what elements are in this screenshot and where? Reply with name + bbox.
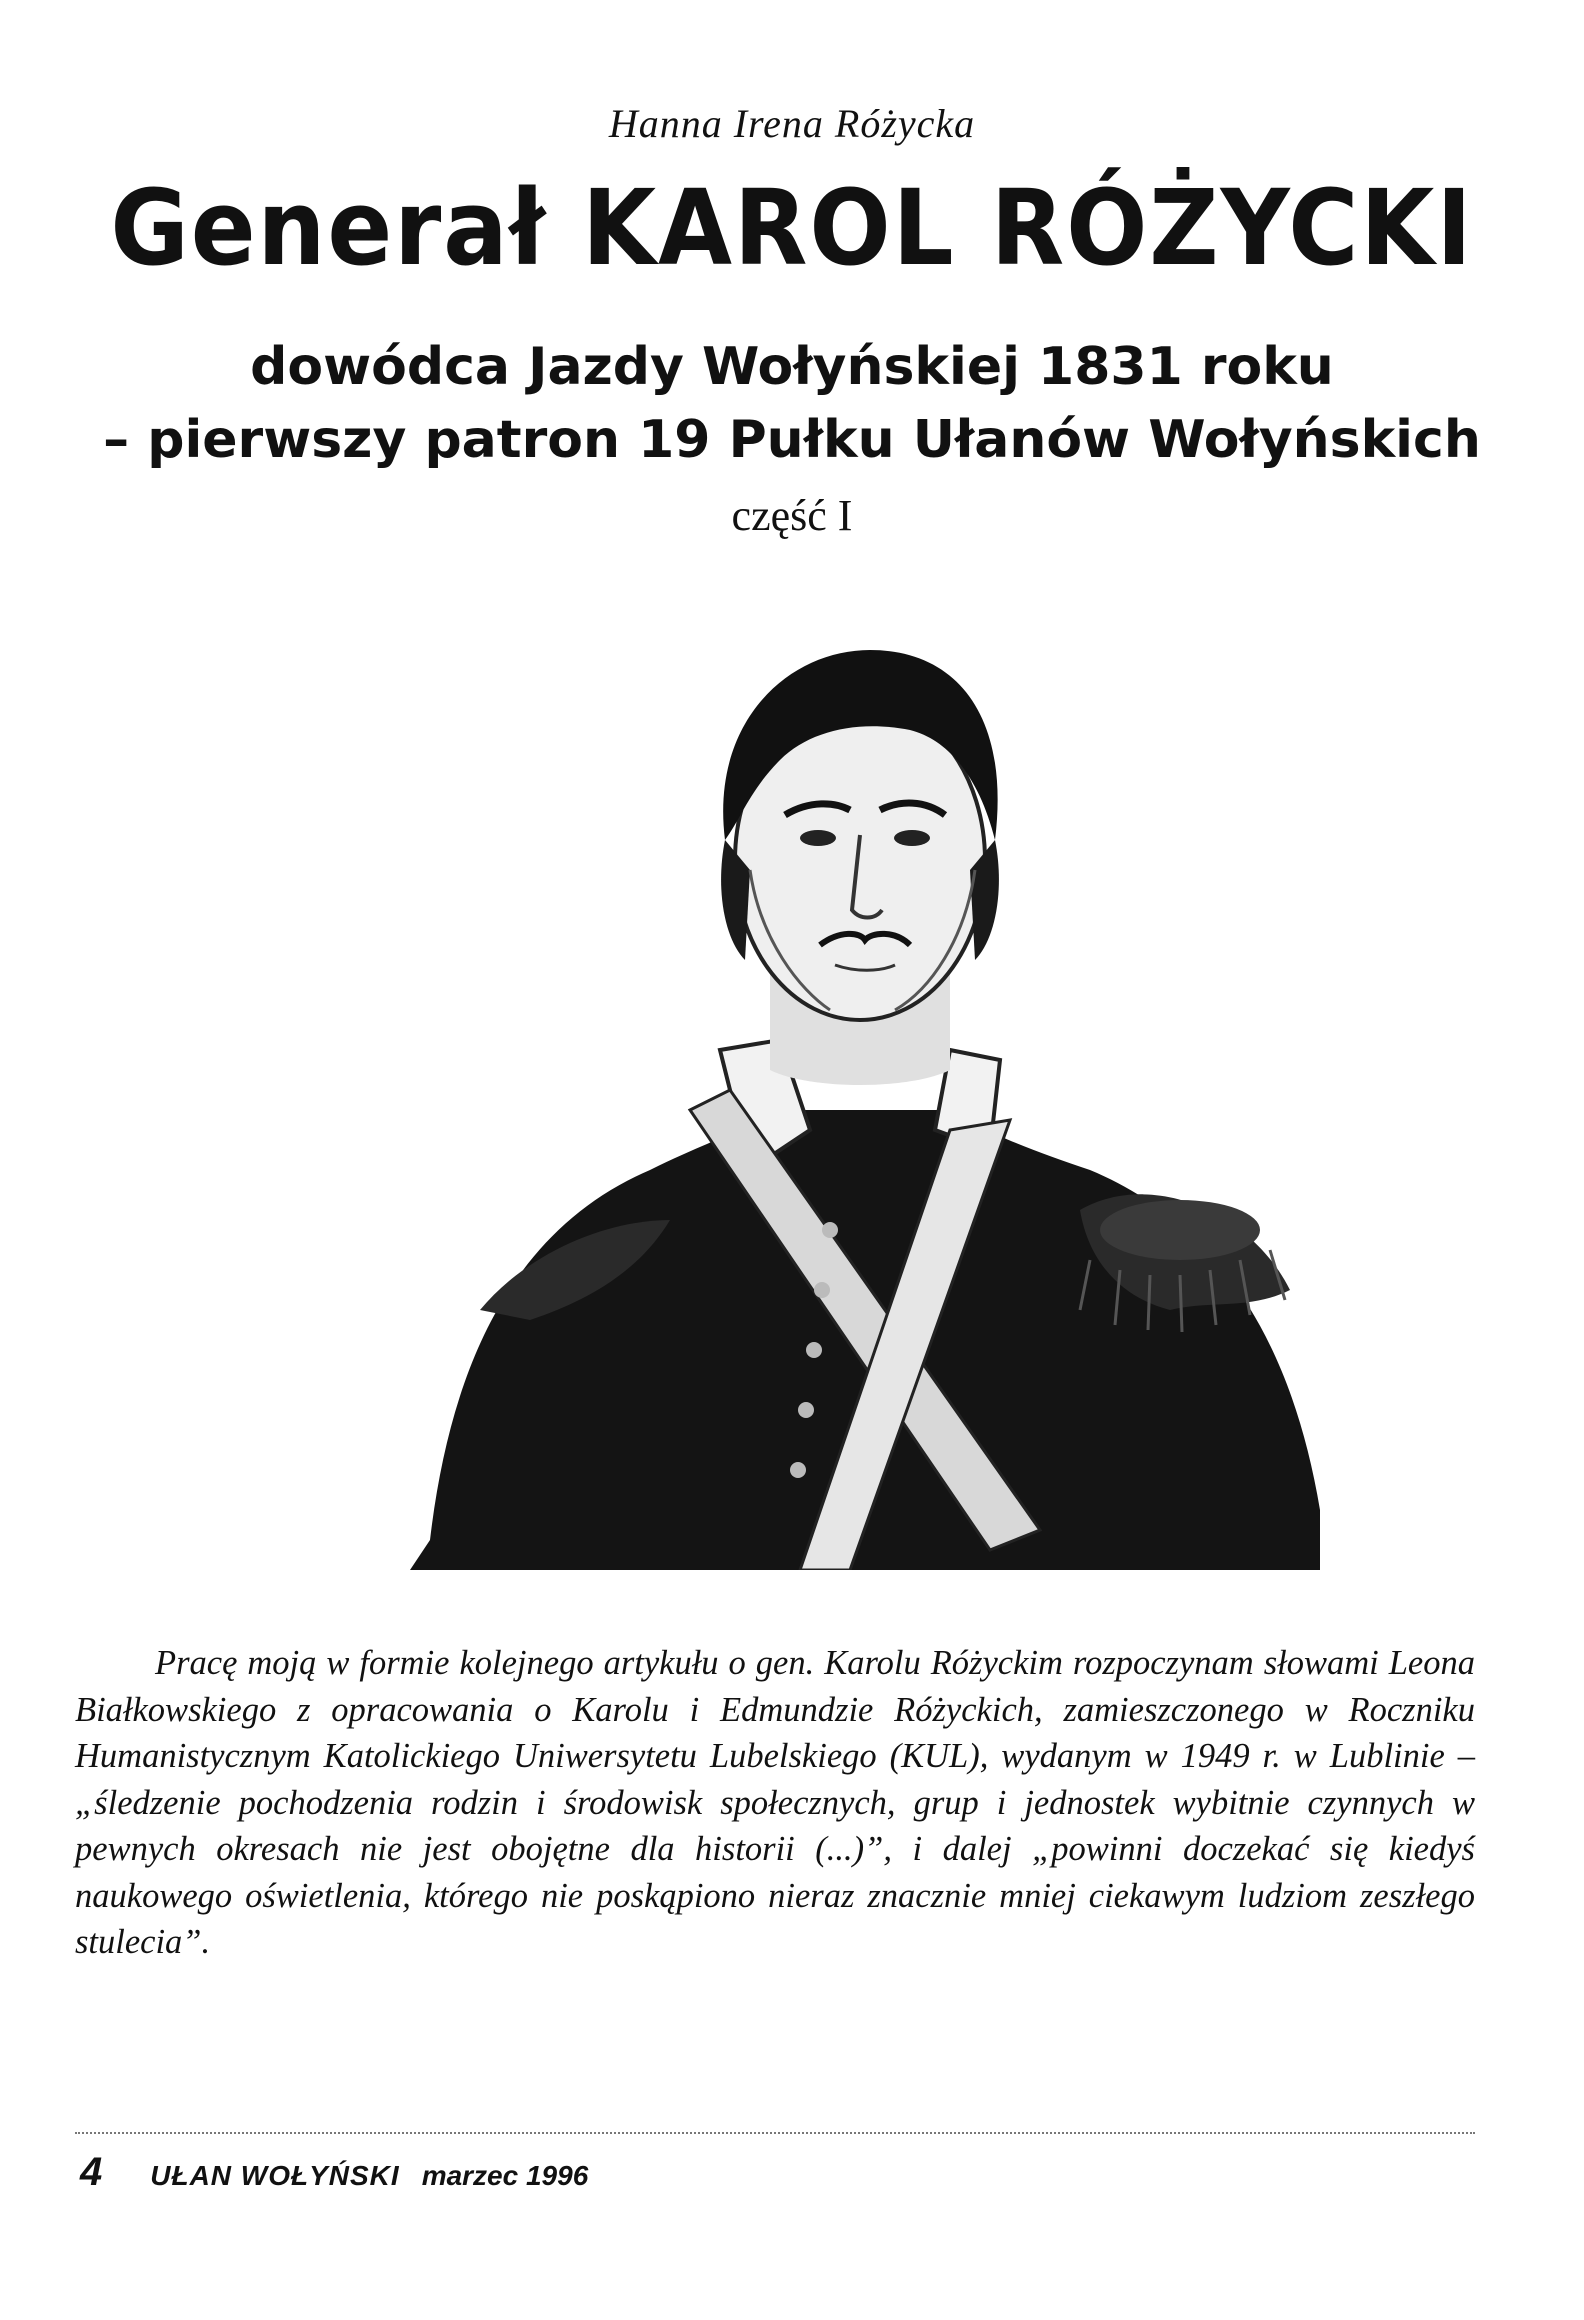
subtitle-line-1: dowódca Jazdy Wołyńskiej 1831 roku [250, 337, 1334, 397]
issue-date: marzec 1996 [421, 2160, 589, 2191]
subtitle-line-2: – pierwszy patron 19 Pułku Ułanów Wołyńskich [103, 410, 1481, 470]
page-footer [80, 2150, 588, 2195]
page-number: 4 [80, 2150, 103, 2194]
part-label: część I [731, 491, 853, 540]
footer-divider [75, 2132, 1475, 2134]
intro-paragraph: Pracę moją w formie kolejnego artykułu o gen. Karolu Różyckim rozpoczynam słowami Leona Białkowskiego z opracowania o Karolu i Edmundzie Różyckich, zamieszczonego w Roczniku Humanistycznym Katolickiego Uniwersytetu Lubelskiego (KUL), wydanym w 1949 r. w Lublinie – „śledzenie pochodzenia rodzin i środowisk społecznych, grup i jednostek wybitnie czynnych w pewnych okresach nie jest obojętne dla historii (...)”, i dalej „powinni doczekać się kiedyś naukowego oświetlenia, którego nie poskąpiono nieraz znacznie mniej ciekawym ludziom zeszłego stulecia”. [75, 1644, 1475, 1961]
portrait-engraving [390, 610, 1330, 1570]
author-name: Hanna Irena Różycka [608, 101, 976, 146]
article-title: Generał KAROL RÓŻYCKI [110, 167, 1474, 289]
magazine-name: UŁAN WOŁYŃSKI [150, 2160, 400, 2191]
